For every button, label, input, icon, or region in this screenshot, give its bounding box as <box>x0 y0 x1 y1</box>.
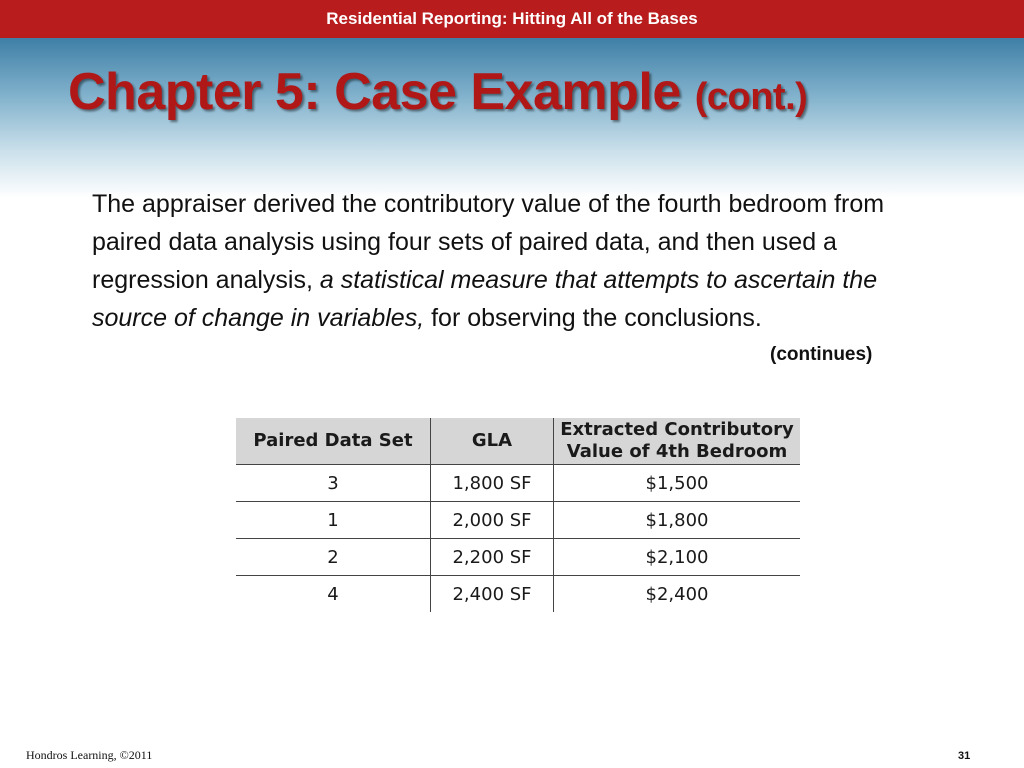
cell-paired-data-set: 2 <box>236 539 431 576</box>
cell-gla: 2,000 SF <box>431 502 554 539</box>
cell-paired-data-set: 1 <box>236 502 431 539</box>
body-text-start: The appraiser derived the contributory value of the fourth bedroom from paired data analysis using four sets of paired data, and then used a regression analysis, <box>92 190 885 294</box>
cell-contributory-value: $2,100 <box>554 539 801 576</box>
column-header-gla: GLA <box>431 418 554 465</box>
cell-gla: 2,200 SF <box>431 539 554 576</box>
paired-data-table <box>236 418 800 612</box>
body-text-end: for observing the conclusions. <box>424 304 762 332</box>
slide-title <box>68 62 807 122</box>
slide-number: 31 <box>958 750 971 762</box>
table-row <box>236 502 800 539</box>
cell-contributory-value: $2,400 <box>554 576 801 613</box>
table-header-row <box>236 418 800 465</box>
table-row <box>236 576 800 613</box>
cell-gla: 2,400 SF <box>431 576 554 613</box>
footer-credit: Hondros Learning, ©2011 <box>26 748 153 762</box>
continues-note: (continues) <box>770 344 873 365</box>
body-text-definition: a statistical measure that attempts to ascertain the source of change in variables, <box>92 266 878 332</box>
column-header-paired-data-set: Paired Data Set <box>236 418 431 465</box>
cell-paired-data-set: 4 <box>327 583 339 605</box>
top-banner <box>0 0 1024 38</box>
table-row <box>236 465 800 502</box>
column-header-contributory-value: Extracted Contributory Value of 4th Bedroom <box>554 418 801 465</box>
slide-title-main: Chapter 5: Case Example <box>68 63 681 121</box>
banner-title: Residential Reporting: Hitting All of the Bases <box>326 9 698 28</box>
cell-contributory-value: $1,500 <box>554 465 801 502</box>
cell-gla: 1,800 SF <box>431 465 554 502</box>
cell-contributory-value: $1,800 <box>554 502 801 539</box>
cell-paired-data-set: 3 <box>236 465 431 502</box>
table-row <box>236 539 800 576</box>
body-paragraph <box>92 185 932 337</box>
slide-title-suffix: (cont.) <box>694 76 808 118</box>
